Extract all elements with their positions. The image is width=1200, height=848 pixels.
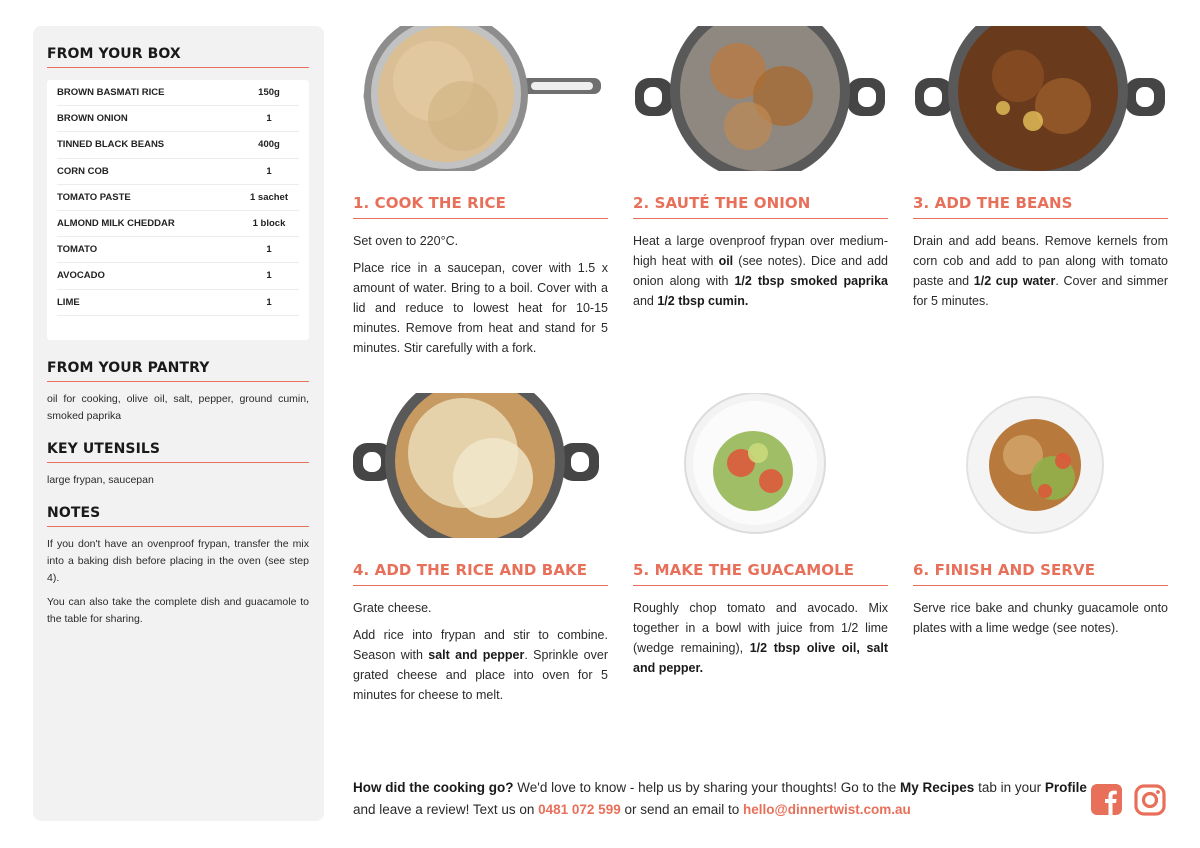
step-body xyxy=(913,231,1168,311)
ingredient-name: AVOCADO xyxy=(57,270,105,282)
beans-pan-photo xyxy=(913,26,1168,171)
ingredient-name: LIME xyxy=(57,296,80,308)
ingredient-qty: 1 xyxy=(266,113,272,125)
step-body xyxy=(353,598,608,705)
ingredient-qty: 1 block xyxy=(252,218,286,230)
rice-strainer-photo xyxy=(353,26,608,171)
step-instruction: Grate cheese. xyxy=(353,601,432,615)
pantry-section xyxy=(47,360,309,425)
step-body xyxy=(913,598,1168,638)
step-instruction: Place rice in a saucepan, cover with 1.5 x amount of water. Bring to a boil. Cover with a lid and reduce to lowest heat for 10-15 minutes. Remove from heat and stand for 5 minutes. Stir carefully with a fork. xyxy=(353,261,608,355)
step-body xyxy=(633,231,888,311)
step-instruction: Heat a large ovenproof frypan over medium-high heat with oil (see notes). Dice and add onion along with 1/2 tbsp smoked paprika and 1/2 tbsp cumin. xyxy=(633,234,889,308)
ingredient-qty: 1 xyxy=(266,244,272,256)
guacamole-bowl-photo xyxy=(633,393,888,538)
ingredients-sidebar xyxy=(33,26,324,821)
utensils-heading: KEY UTENSILS xyxy=(47,441,309,463)
ingredient-name: TOMATO PASTE xyxy=(57,191,131,203)
step-1 xyxy=(353,26,608,365)
step-title: 2. SAUTÉ THE ONION xyxy=(633,194,888,219)
ingredient-row xyxy=(57,80,299,106)
ingredient-name: CORN COB xyxy=(57,165,109,177)
email-link[interactable]: hello@dinnertwist.com.au xyxy=(743,802,911,817)
utensils-section xyxy=(47,441,309,489)
step-title: 1. COOK THE RICE xyxy=(353,194,608,219)
onion-pan-photo xyxy=(633,26,888,171)
step-title: 4. ADD THE RICE AND BAKE xyxy=(353,561,608,586)
step-instruction: Roughly chop tomato and avocado. Mix together in a bowl with juice from 1/2 lime (wedge remaining), 1/2 tbsp olive oil, salt and pepper. xyxy=(633,601,888,675)
step-title: 3. ADD THE BEANS xyxy=(913,194,1168,219)
ingredient-qty: 1 sachet xyxy=(249,191,289,203)
ingredient-qty: 150g xyxy=(258,87,280,99)
ingredient-name: BROWN BASMATI RICE xyxy=(57,87,165,99)
pantry-text: oil for cooking, olive oil, salt, pepper, ground cumin, smoked paprika xyxy=(47,393,309,422)
ingredient-name: TINNED BLACK BEANS xyxy=(57,139,165,151)
pantry-heading: FROM YOUR PANTRY xyxy=(47,360,309,382)
step-body xyxy=(633,598,888,678)
feedback-message: How did the cooking go? We'd love to know - help us by sharing your thoughts! Go to the My Recipes tab in your Profile and leave a review! Text us on 0481 072 599 or send an email to hello@dinnertwist.com.au xyxy=(353,780,1087,817)
ingredient-qty: 1 xyxy=(266,270,272,282)
instagram-icon[interactable] xyxy=(1134,784,1166,816)
ingredient-row xyxy=(57,290,299,316)
notes-heading: NOTES xyxy=(47,505,309,527)
step-title: 5. MAKE THE GUACAMOLE xyxy=(633,561,888,586)
ingredient-row xyxy=(57,132,299,158)
facebook-icon[interactable] xyxy=(1091,784,1122,815)
cheese-pan-photo xyxy=(353,393,608,538)
step-instruction: Serve rice bake and chunky guacamole onto plates with a lime wedge (see notes). xyxy=(913,601,1168,635)
note-paragraph: You can also take the complete dish and guacamole to the table for sharing. xyxy=(47,596,309,625)
ingredient-name: ALMOND MILK CHEDDAR xyxy=(57,218,175,230)
ingredient-row xyxy=(57,159,299,185)
step-3 xyxy=(913,26,1168,318)
step-title: 6. FINISH AND SERVE xyxy=(913,561,1168,586)
box-heading: FROM YOUR BOX xyxy=(47,46,309,68)
phone-link[interactable]: 0481 072 599 xyxy=(538,802,621,817)
ingredients-table xyxy=(47,80,309,340)
ingredient-row xyxy=(57,237,299,263)
ingredient-row xyxy=(57,211,299,237)
step-6 xyxy=(913,393,1168,645)
ingredient-name: BROWN ONION xyxy=(57,113,128,125)
ingredient-name: TOMATO xyxy=(57,244,98,256)
ingredient-qty: 1 xyxy=(266,165,272,177)
ingredient-row xyxy=(57,185,299,211)
note-paragraph: If you don't have an ovenproof frypan, transfer the mix into a baking dish before placing in the oven (see step 4). xyxy=(47,538,309,584)
step-instruction: Add rice into frypan and stir to combine. Season with salt and pepper. Sprinkle over grated cheese and place into oven for 5 minutes for cheese to melt. xyxy=(353,628,608,702)
ingredient-row xyxy=(57,263,299,289)
step-4 xyxy=(353,393,608,712)
step-instruction: Drain and add beans. Remove kernels from corn cob and add to pan along with tomato paste and 1/2 cup water. Cover and simmer for 5 minutes. xyxy=(913,234,1168,308)
ingredient-qty: 400g xyxy=(258,139,280,151)
ingredient-qty: 1 xyxy=(266,296,272,308)
utensils-text: large frypan, saucepan xyxy=(47,474,154,486)
notes-section xyxy=(47,505,309,628)
step-instruction: Set oven to 220°C. xyxy=(353,234,459,248)
step-2 xyxy=(633,26,888,318)
step-5 xyxy=(633,393,888,685)
plated-dish-photo xyxy=(913,393,1168,538)
step-body xyxy=(353,231,608,358)
ingredient-row xyxy=(57,106,299,132)
